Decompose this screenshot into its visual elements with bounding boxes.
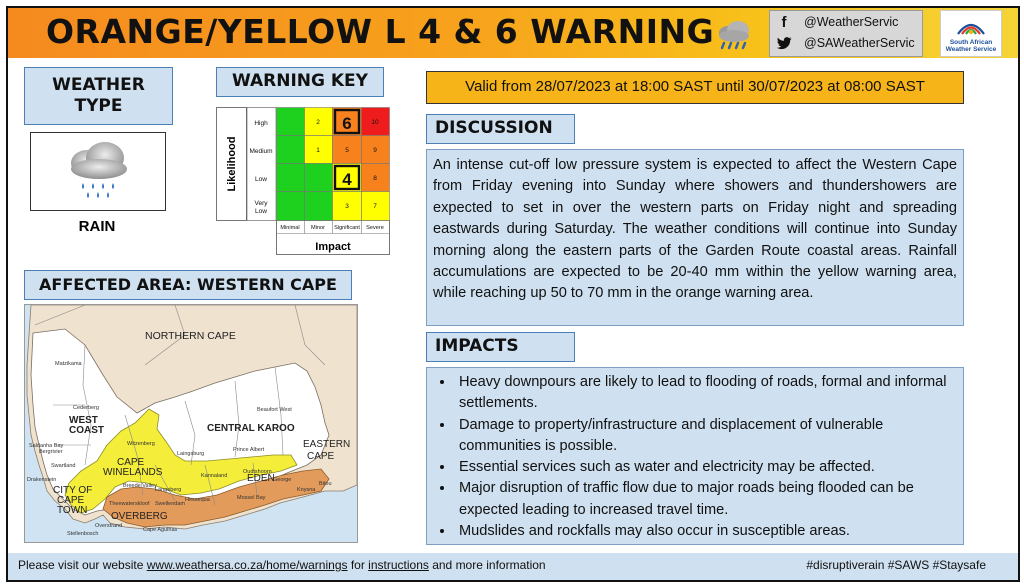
matrix-value: 2	[316, 119, 320, 126]
weather-type-image	[30, 132, 166, 211]
website-link[interactable]: www.weathersa.co.za/home/warnings	[146, 558, 348, 572]
map-town: Cape Agulhas	[143, 527, 178, 533]
matrix-cell	[305, 164, 333, 192]
likelihood-low: Low	[255, 176, 267, 183]
map-town: Saldanha Bay	[29, 443, 64, 449]
impact-item: • Essential services such as water and electricity may be affected.	[455, 457, 957, 478]
map-label-city-of-cape-town-3: TOWN	[57, 505, 88, 516]
impact-item: • Damage to property/infrastructure and displacement of vulnerable communities is possible.	[455, 415, 957, 458]
map-town: Stellenbosch	[67, 531, 99, 537]
impact-item: • Heavy downpours are likely to lead to flooding of roads, formal and informal settlements.	[455, 372, 957, 415]
warning-key-heading: WARNING KEY	[216, 67, 384, 97]
impact-severe: Severe	[366, 225, 384, 231]
map-town: Witzenberg	[127, 441, 155, 447]
matrix-cell	[277, 164, 305, 192]
matrix-value-highlight: 4	[342, 170, 352, 189]
map-town: Swartland	[51, 463, 76, 469]
validity-banner: Valid from 28/07/2023 at 18:00 SAST until 30/07/2023 at 08:00 SAST	[426, 71, 964, 104]
likelihood-high: High	[254, 120, 268, 127]
map-label-west-coast-1: WEST	[69, 415, 98, 426]
map-town: Mossel Bay	[237, 495, 266, 501]
matrix-value-highlight: 6	[342, 114, 352, 133]
likelihood-very-low-1: Very	[254, 200, 268, 207]
impacts-heading: IMPACTS	[426, 332, 575, 362]
map-town: Knysna	[297, 487, 316, 493]
map-town: Matzikama	[55, 361, 82, 367]
map-label-central-karoo: CENTRAL KAROO	[207, 423, 295, 434]
likelihood-medium: Medium	[249, 148, 273, 155]
facebook-handle: @WeatherServic	[804, 15, 899, 29]
header-bar	[8, 8, 1018, 58]
map-label-city-of-cape-town-2: CAPE	[57, 495, 85, 506]
matrix-value: 9	[373, 147, 377, 154]
map-town: Oudtshoorn	[243, 469, 272, 475]
impacts-list	[433, 372, 957, 542]
affected-area-map	[24, 304, 358, 543]
map-town: Bitou	[319, 481, 332, 487]
weather-type-heading: WEATHER TYPE	[24, 67, 173, 125]
map-label-cape-winelands-2: WINELANDS	[103, 467, 163, 478]
matrix-cell	[277, 192, 305, 221]
map-label-eastern-cape-1: EASTERN	[303, 439, 351, 450]
matrix-value: 1	[316, 147, 320, 154]
map-label-eastern-cape-2: CAPE	[307, 451, 335, 462]
footer-hashtags: #disruptiverain #SAWS #Staysafe	[806, 558, 986, 572]
footer-text: Please visit our website www.weathersa.co.za/home/warnings for instructions and more information	[18, 558, 546, 572]
matrix-value: 7	[373, 203, 377, 210]
impact-minor: Minor	[311, 225, 325, 231]
matrix-cell	[277, 108, 305, 136]
twitter-icon	[776, 35, 792, 51]
map-town: Laingsburg	[177, 451, 205, 457]
map-town: Prince Albert	[233, 447, 265, 453]
page-title: ORANGE/YELLOW L 4 & 6 WARNING	[46, 12, 715, 51]
impacts-panel	[426, 367, 964, 545]
matrix-value: 3	[345, 203, 349, 210]
map-label-eden: EDEN	[247, 473, 275, 484]
impact-axis-label: Impact	[315, 241, 351, 253]
impact-significant: Significant	[334, 225, 360, 231]
facebook-row[interactable]	[776, 14, 898, 30]
map-town: Kannaland	[201, 473, 228, 479]
twitter-row[interactable]	[776, 35, 915, 51]
twitter-handle: @SAWeatherServic	[804, 36, 915, 50]
matrix-value: 8	[373, 175, 377, 182]
matrix-value: 5	[345, 147, 349, 154]
map-label-west-coast-2: COAST	[69, 425, 104, 436]
instructions-link[interactable]: instructions	[368, 558, 429, 572]
map-label-cape-winelands-1: CAPE	[117, 457, 145, 468]
map-town: George	[273, 477, 292, 483]
rain-cloud-icon	[714, 18, 754, 52]
impact-item: • Mudslides and rockfalls may also occur in susceptible areas.	[455, 521, 957, 542]
map-town: Theewaterskloof	[109, 501, 150, 507]
likelihood-axis-label: Likelihood	[226, 136, 238, 192]
map-town: Drakenstein	[27, 477, 57, 483]
map-town: Breede Valley	[123, 483, 157, 489]
map-town: Hessequa	[185, 497, 210, 503]
saws-emblem-icon	[955, 14, 987, 38]
map-label-overberg: OVERBERG	[111, 511, 168, 522]
map-town: Langeberg	[155, 487, 182, 493]
discussion-text: An intense cut-off low pressure system is expected to affect the Western Cape from Friday evening into Sunday where showers and thundershowers are expected to set in over the western parts on Friday night and spreading eastwards during Saturday. The weather conditions will continue into Sunday morning along the eastern parts of the Garden Route coastal areas. Rainfall accumulations are expected to be 20-40 mm within the yellow warning area, while reaching up 50 to 70 mm in the orange warning area.	[426, 149, 964, 326]
social-handles	[769, 10, 923, 57]
warning-poster	[6, 6, 1020, 582]
impact-item: • Major disruption of traffic flow due to major roads being flooded can be expected leading to increased travel time.	[455, 478, 957, 521]
likelihood-very-low-2: Low	[255, 208, 267, 215]
impact-minimal: Minimal	[280, 225, 300, 231]
discussion-heading: DISCUSSION	[426, 114, 575, 144]
map-town: Beaufort West	[257, 407, 292, 413]
logo-text: South African Weather Service	[945, 39, 997, 53]
map-town: Swellendam	[155, 501, 185, 507]
affected-area-heading: AFFECTED AREA: WESTERN CAPE	[24, 270, 352, 300]
matrix-cell	[305, 192, 333, 221]
footer-bar	[8, 553, 1018, 580]
map-town: Bergrivier	[39, 449, 63, 455]
map-town: Overstrand	[95, 523, 123, 529]
matrix-cell	[277, 136, 305, 164]
map-town: Cederberg	[73, 405, 99, 411]
warning-matrix	[216, 107, 391, 257]
rain-cloud-icon	[31, 133, 165, 210]
facebook-icon: f	[781, 13, 787, 31]
matrix-value: 10	[371, 119, 379, 126]
map-label-northern-cape: NORTHERN CAPE	[145, 330, 236, 342]
map-label-city-of-cape-town-1: CITY OF	[53, 485, 93, 496]
weather-type-label: RAIN	[78, 218, 116, 235]
saws-logo	[940, 10, 1002, 57]
